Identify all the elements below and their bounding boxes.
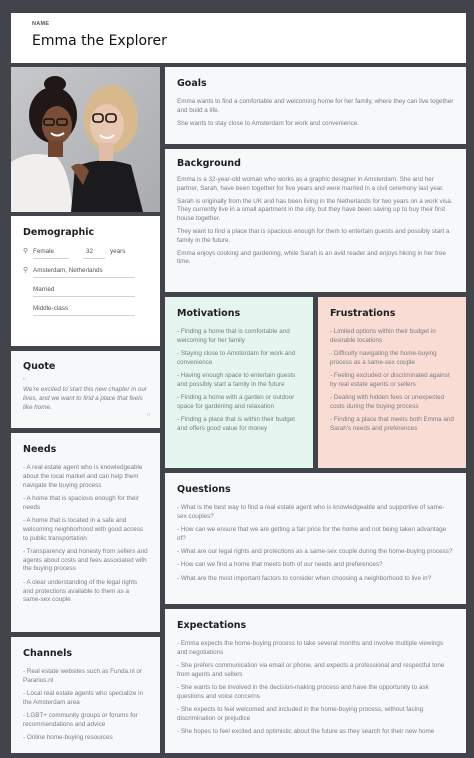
background-paragraph: Sarah is originally from the UK and has been living in the Netherlands for two years on a work visa. They currently live in a small apartment in the city, but they have been saving up to buy their first house together.: [177, 197, 453, 223]
goals-card: [165, 67, 466, 144]
demographic-card: [11, 216, 160, 346]
questions-card: [165, 473, 466, 604]
expectations-item: - She wants to be involved in the decision-making process and have the opportunity to ask questions and voice concerns: [177, 684, 429, 700]
background-paragraph: Emma enjoys cooking and gardening, while Sarah is an avid reader and enjoys hiking in her free time.: [177, 249, 446, 266]
motivations-card: [165, 297, 313, 468]
needs-title: Needs: [23, 444, 57, 455]
frustrations-title: Frustrations: [330, 308, 396, 319]
class-value: Middle-class: [33, 305, 68, 312]
search-icon: ⚲: [23, 248, 29, 255]
channels-card: [11, 637, 160, 753]
motivations-item: - Having enough space to entertain guests and possibly start a family in the future: [177, 372, 296, 388]
questions-title: Questions: [177, 484, 231, 495]
motivations-item: - Finding a place that is within their budget and offers good value for money: [177, 416, 295, 433]
demographic-gender-age-row: [23, 247, 148, 266]
persona-header: [11, 13, 466, 63]
age-underline: [83, 258, 105, 259]
age-unit: years: [110, 248, 126, 255]
background-card: [165, 149, 466, 292]
motivations-title: Motivations: [177, 308, 241, 319]
persona-photo: [11, 67, 160, 212]
demographic-class-row: [23, 304, 148, 323]
quote-text: We're excited to start this new chapter in our lives, and we want to find a place that feels like home.: [23, 386, 147, 411]
goals-paragraph: She wants to stay close to Amsterdam for work and convenience.: [177, 119, 360, 127]
frustrations-item: - Feeling excluded or discriminated against by real estate agents or sellers: [330, 372, 450, 388]
questions-item: - What are our legal rights and protections as a same-sex couple during the home-buying process?: [177, 548, 453, 556]
channels-title: Channels: [23, 648, 73, 659]
expectations-title: Expectations: [177, 620, 247, 631]
channels-item: - Local real estate agents who specialize in the Amsterdam area: [23, 690, 144, 706]
questions-item: - What is the best way to find a real estate agent who is knowledgeable and supportive of same-sex couples?: [177, 504, 445, 520]
expectations-item: - She prefers communication via email or phone, and expects a professional and respectful tone from agents and sellers: [177, 662, 445, 678]
open-quote-icon: “: [23, 376, 26, 386]
needs-card: [11, 433, 160, 632]
quote-title: Quote: [23, 361, 56, 372]
expectations-card: [165, 609, 466, 753]
frustrations-card: [318, 297, 466, 468]
background-title: Background: [177, 158, 241, 169]
needs-item: - A home that is located in a safe and welcoming neighborhood with good access to public transportation: [23, 516, 144, 542]
map-pin-icon: ⚲: [23, 267, 29, 274]
motivations-item: - Staying close to Amsterdam for work and convenience: [177, 350, 296, 366]
expectations-item: - She expects to feel welcomed and included in the home-buying process, without facing discrimination or prejudice: [177, 706, 424, 723]
frustrations-item: - Difficulty navigating the home-buying process as a same-sex couple: [330, 350, 437, 366]
frustrations-item: - Dealing with hidden fees or unexpected costs during the buying process: [330, 394, 445, 411]
close-quote-icon: ”: [147, 412, 150, 422]
demographic-status-row: [23, 285, 148, 304]
channels-item: - Online home-buying resources: [23, 734, 113, 742]
gender-value: Female: [33, 248, 54, 255]
frustrations-item: - Finding a place that meets both Emma and Sarah's needs and preferences: [330, 416, 454, 433]
demographic-location-row: [23, 266, 148, 285]
quote-card: [11, 351, 160, 428]
motivations-item: - Finding a home that is comfortable and welcoming for her family: [177, 328, 290, 344]
needs-item: - A home that is spacious enough for their needs: [23, 494, 139, 511]
needs-item: - A real estate agent who is knowledgeable about the local market and can help them navigate the buying process: [23, 464, 143, 489]
background-paragraph: Emma is a 32-year-old woman who works as a graphic designer in Amsterdam. She and her partner, Sarah, have been together for five years and were married in a civil ceremony last year.: [177, 176, 444, 192]
channels-item: - Real estate websites such as Funda.nl or Pararius.nl: [23, 668, 143, 684]
persona-name: Emma the Explorer: [32, 33, 167, 49]
channels-item: - LGBT+ community groups or forums for recommendations and advice: [23, 712, 138, 728]
goals-title: Goals: [177, 78, 207, 89]
class-underline: [33, 315, 135, 316]
marital-status-value: Married: [33, 286, 55, 293]
questions-item: - What are the most important factors to consider when choosing a neighborhood to live in?: [177, 574, 432, 582]
expectations-item: - She hopes to feel excited and optimistic about the future as they search for their new home: [177, 728, 435, 736]
gender-underline: [33, 258, 69, 259]
needs-item: - Transparency and honesty from sellers and agents about costs and fees associated with the buying process: [23, 547, 148, 573]
persona-photo-image: [11, 67, 160, 212]
frustrations-item: - Limited options within their budget in desirable locations: [330, 328, 436, 344]
background-paragraph: They want to find a place that is spacious enough for them to entertain guests and possibly start a family in the future.: [177, 227, 450, 244]
questions-item: - How can we ensure that we are getting a fair price for the home and not being taken advantage of?: [177, 526, 447, 542]
location-underline: [33, 277, 135, 278]
needs-item: - A clear understanding of the legal rights and protections available to them as a same-sex couple: [23, 578, 138, 604]
goals-paragraph: Emma wants to find a comfortable and welcoming home for her family, where they can live together and build a life.: [177, 98, 454, 114]
location-value: Amsterdam, Netherlands: [33, 267, 103, 274]
name-label: NAME: [32, 21, 50, 27]
expectations-item: - Emma expects the home-buying process to take several months and involve multiple viewings and negotiations: [177, 640, 443, 656]
status-underline: [33, 296, 135, 297]
motivations-item: - Finding a home with a garden or outdoor space for gardening and relaxation: [177, 394, 295, 411]
questions-item: - How can we find a home that meets both of our needs and preferences?: [177, 561, 383, 569]
demographic-title: Demographic: [23, 227, 95, 238]
age-value: 32: [86, 248, 94, 255]
